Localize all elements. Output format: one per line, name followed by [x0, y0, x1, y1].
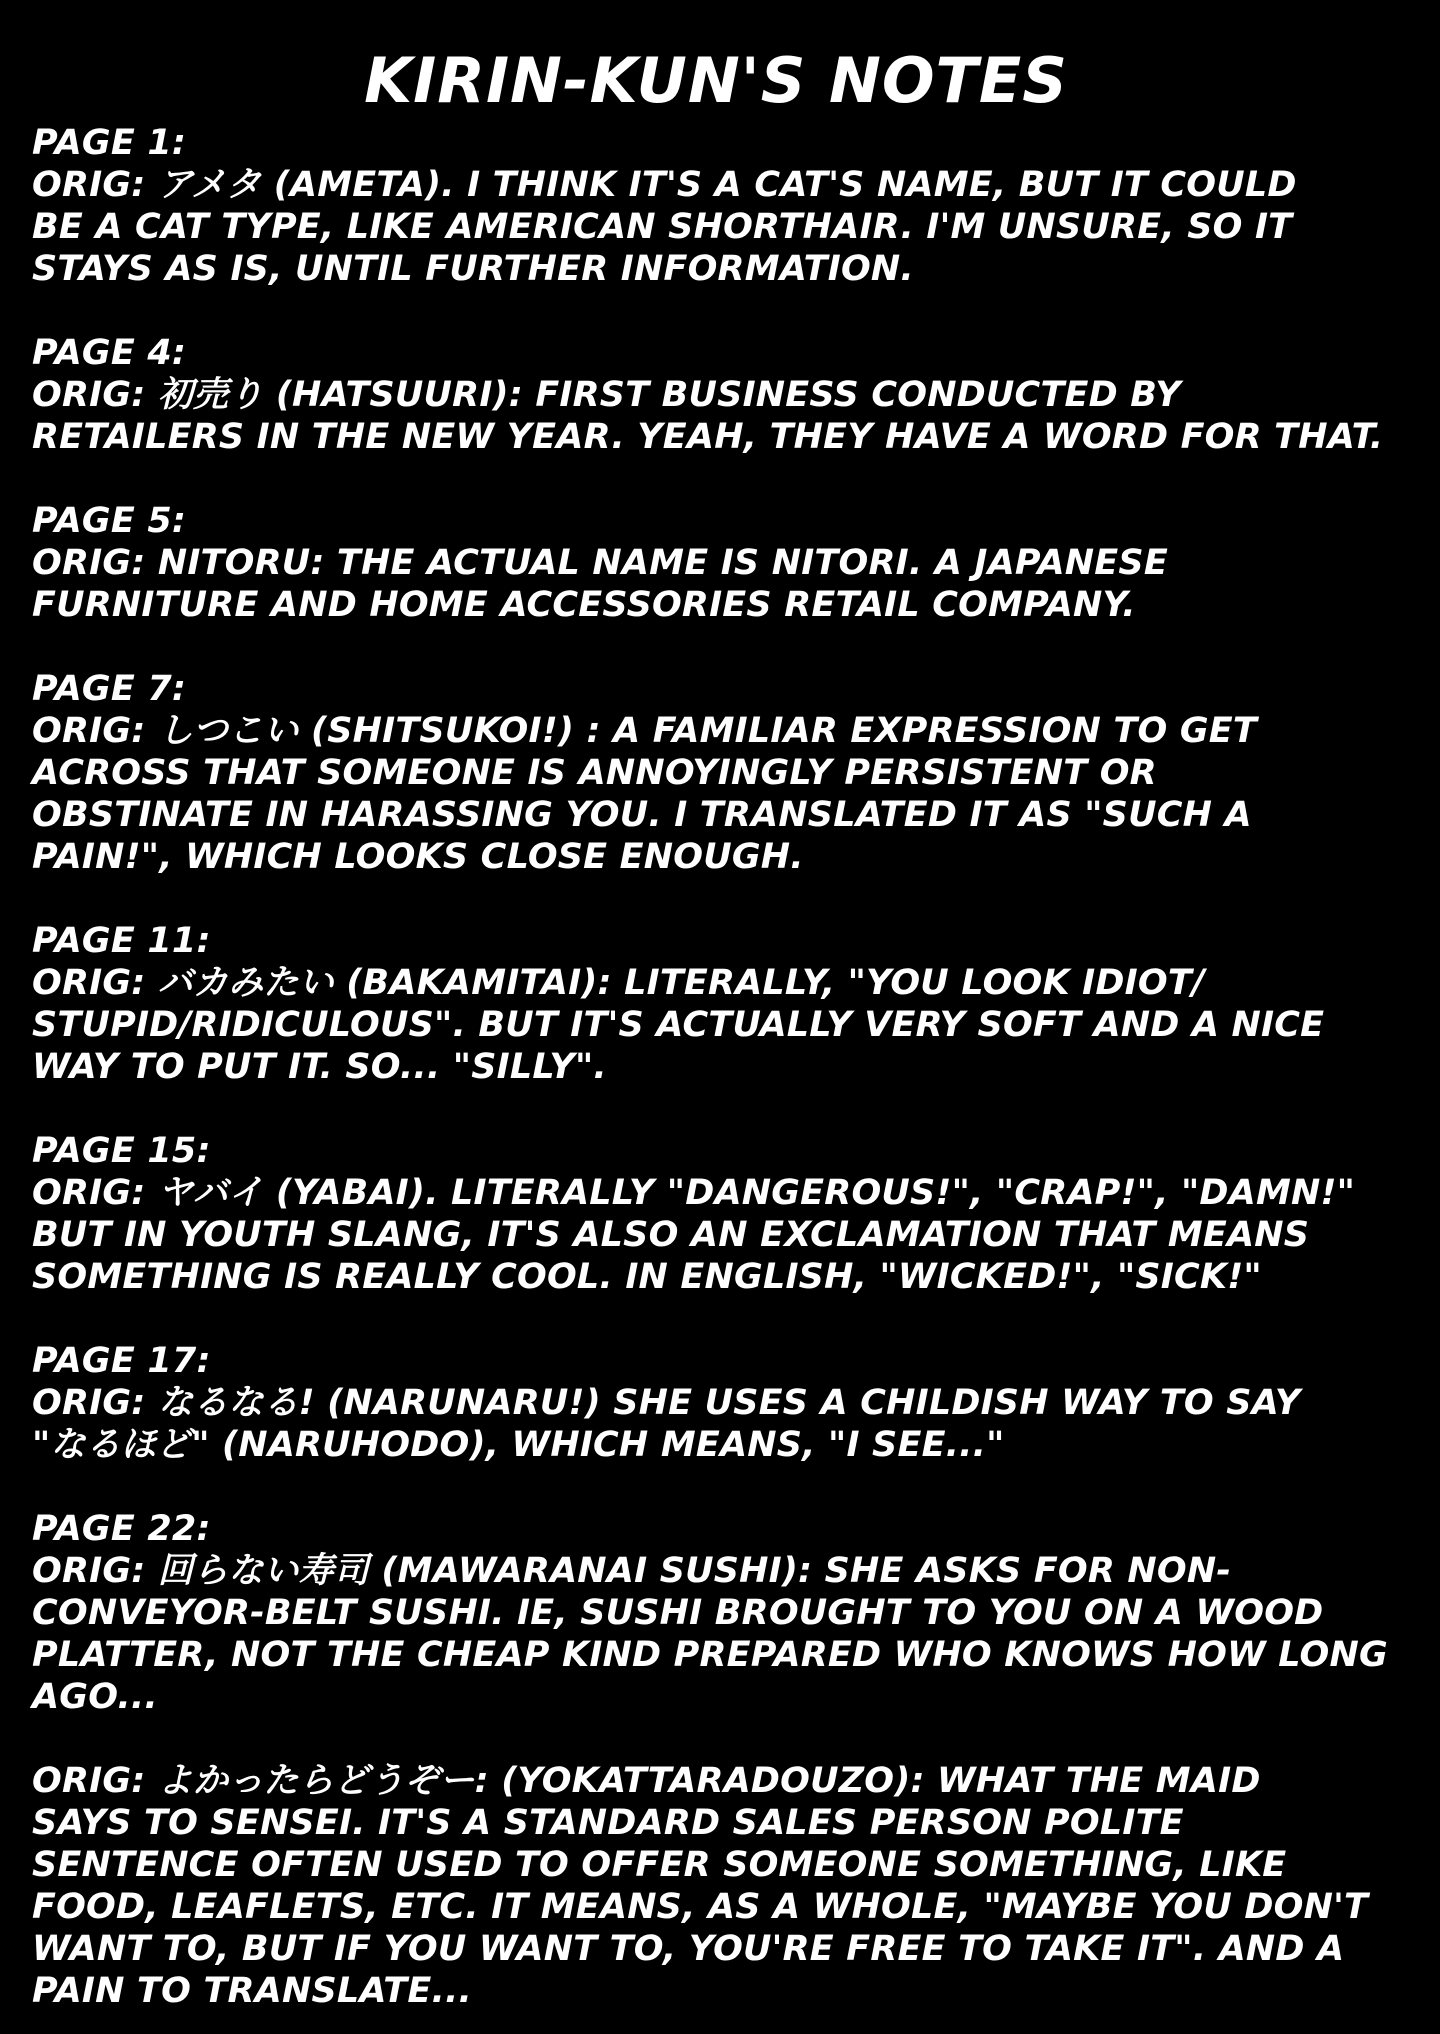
note-line: STUPID/RIDICULOUS". BUT IT'S ACTUALLY VERY SOFT AND A NICE [32, 1005, 1325, 1045]
note-line: PAIN!", WHICH LOOKS CLOSE ENOUGH. [32, 837, 804, 877]
note-page-4 [32, 332, 1400, 458]
note-line: SOMETHING IS REALLY COOL. IN ENGLISH, "WICKED!", "SICK!" [32, 1257, 1262, 1297]
note-page-label: PAGE 15: [32, 1131, 211, 1171]
note-page-15 [32, 1130, 1400, 1298]
note-line: SAYS TO SENSEI. IT'S A STANDARD SALES PERSON POLITE [32, 1803, 1184, 1843]
note-page-label: PAGE 1: [32, 123, 187, 163]
note-page-label: PAGE 5: [32, 501, 187, 541]
note-line: ORIG: 初売り (HATSUURI): FIRST BUSINESS CONDUCTED BY [32, 375, 1181, 415]
note-line: "なるほど" (NARUHODO), WHICH MEANS, "I SEE..." [32, 1425, 1005, 1465]
note-page-5 [32, 500, 1400, 626]
note-line: WANT TO, BUT IF YOU WANT TO, YOU'RE FREE TO TAKE IT". AND A [32, 1929, 1345, 1969]
note-page-label: PAGE 4: [32, 333, 187, 373]
note-page-label: PAGE 17: [32, 1341, 211, 1381]
note-line: ORIG: ヤバイ (YABAI). LITERALLY "DANGEROUS!", "CRAP!", "DAMN!" [32, 1173, 1356, 1213]
note-line: OBSTINATE IN HARASSING YOU. I TRANSLATED IT AS "SUCH A [32, 795, 1252, 835]
note-page-label: PAGE 22: [32, 1509, 211, 1549]
notes-list [32, 122, 1400, 2012]
note-line: WAY TO PUT IT. SO... "SILLY". [32, 1047, 607, 1087]
note-line: ORIG: しつこい (SHITSUKOI!) : A FAMILIAR EXPRESSION TO GET [32, 711, 1257, 751]
note-page-22 [32, 1508, 1400, 1718]
note-page-label: PAGE 7: [32, 669, 187, 709]
note-line: BUT IN YOUTH SLANG, IT'S ALSO AN EXCLAMATION THAT MEANS [32, 1215, 1310, 1255]
note-line: RETAILERS IN THE NEW YEAR. YEAH, THEY HAVE A WORD FOR THAT. [32, 417, 1384, 457]
note-line: BE A CAT TYPE, LIKE AMERICAN SHORTHAIR. I'M UNSURE, SO IT [32, 207, 1293, 247]
note-page-7 [32, 668, 1400, 878]
note-line: STAYS AS IS, UNTIL FURTHER INFORMATION. [32, 249, 914, 289]
note-line: ORIG: 回らない寿司 (MAWARANAI SUSHI): SHE ASKS FOR NON- [32, 1551, 1232, 1591]
note-line: SENTENCE OFTEN USED TO OFFER SOMEONE SOMETHING, LIKE [32, 1845, 1287, 1885]
note-line: ACROSS THAT SOMEONE IS ANNOYINGLY PERSISTENT OR [32, 753, 1157, 793]
note-line: ORIG: よかったらどうぞー: (YOKATTARADOUZO): WHAT THE MAID [32, 1761, 1261, 1801]
note-line: FURNITURE AND HOME ACCESSORIES RETAIL COMPANY. [32, 585, 1136, 625]
note-line: PAIN TO TRANSLATE... [32, 1971, 472, 2011]
note-line: FOOD, LEAFLETS, ETC. IT MEANS, AS A WHOLE, "MAYBE YOU DON'T [32, 1887, 1369, 1927]
note-line: AGO... [32, 1677, 158, 1717]
note-line: PLATTER, NOT THE CHEAP KIND PREPARED WHO KNOWS HOW LONG [32, 1635, 1388, 1675]
note-page-17 [32, 1340, 1400, 1466]
note-page-22-continued [32, 1760, 1400, 2012]
note-page-label: PAGE 11: [32, 921, 211, 961]
note-line: CONVEYOR-BELT SUSHI. IE, SUSHI BROUGHT TO YOU ON A WOOD [32, 1593, 1324, 1633]
page-title: KIRIN-KUN'S NOTES [364, 44, 1068, 117]
note-line: ORIG: なるなる! (NARUNARU!) SHE USES A CHILDISH WAY TO SAY [32, 1383, 1301, 1423]
note-line: ORIG: NITORU: THE ACTUAL NAME IS NITORI. A JAPANESE [32, 543, 1168, 583]
note-page-11 [32, 920, 1400, 1088]
note-page-1 [32, 122, 1400, 290]
note-line: ORIG: バカみたい (BAKAMITAI): LITERALLY, "YOU LOOK IDIOT/ [32, 963, 1205, 1003]
note-line: ORIG: アメタ (AMETA). I THINK IT'S A CAT'S NAME, BUT IT COULD [32, 165, 1297, 205]
